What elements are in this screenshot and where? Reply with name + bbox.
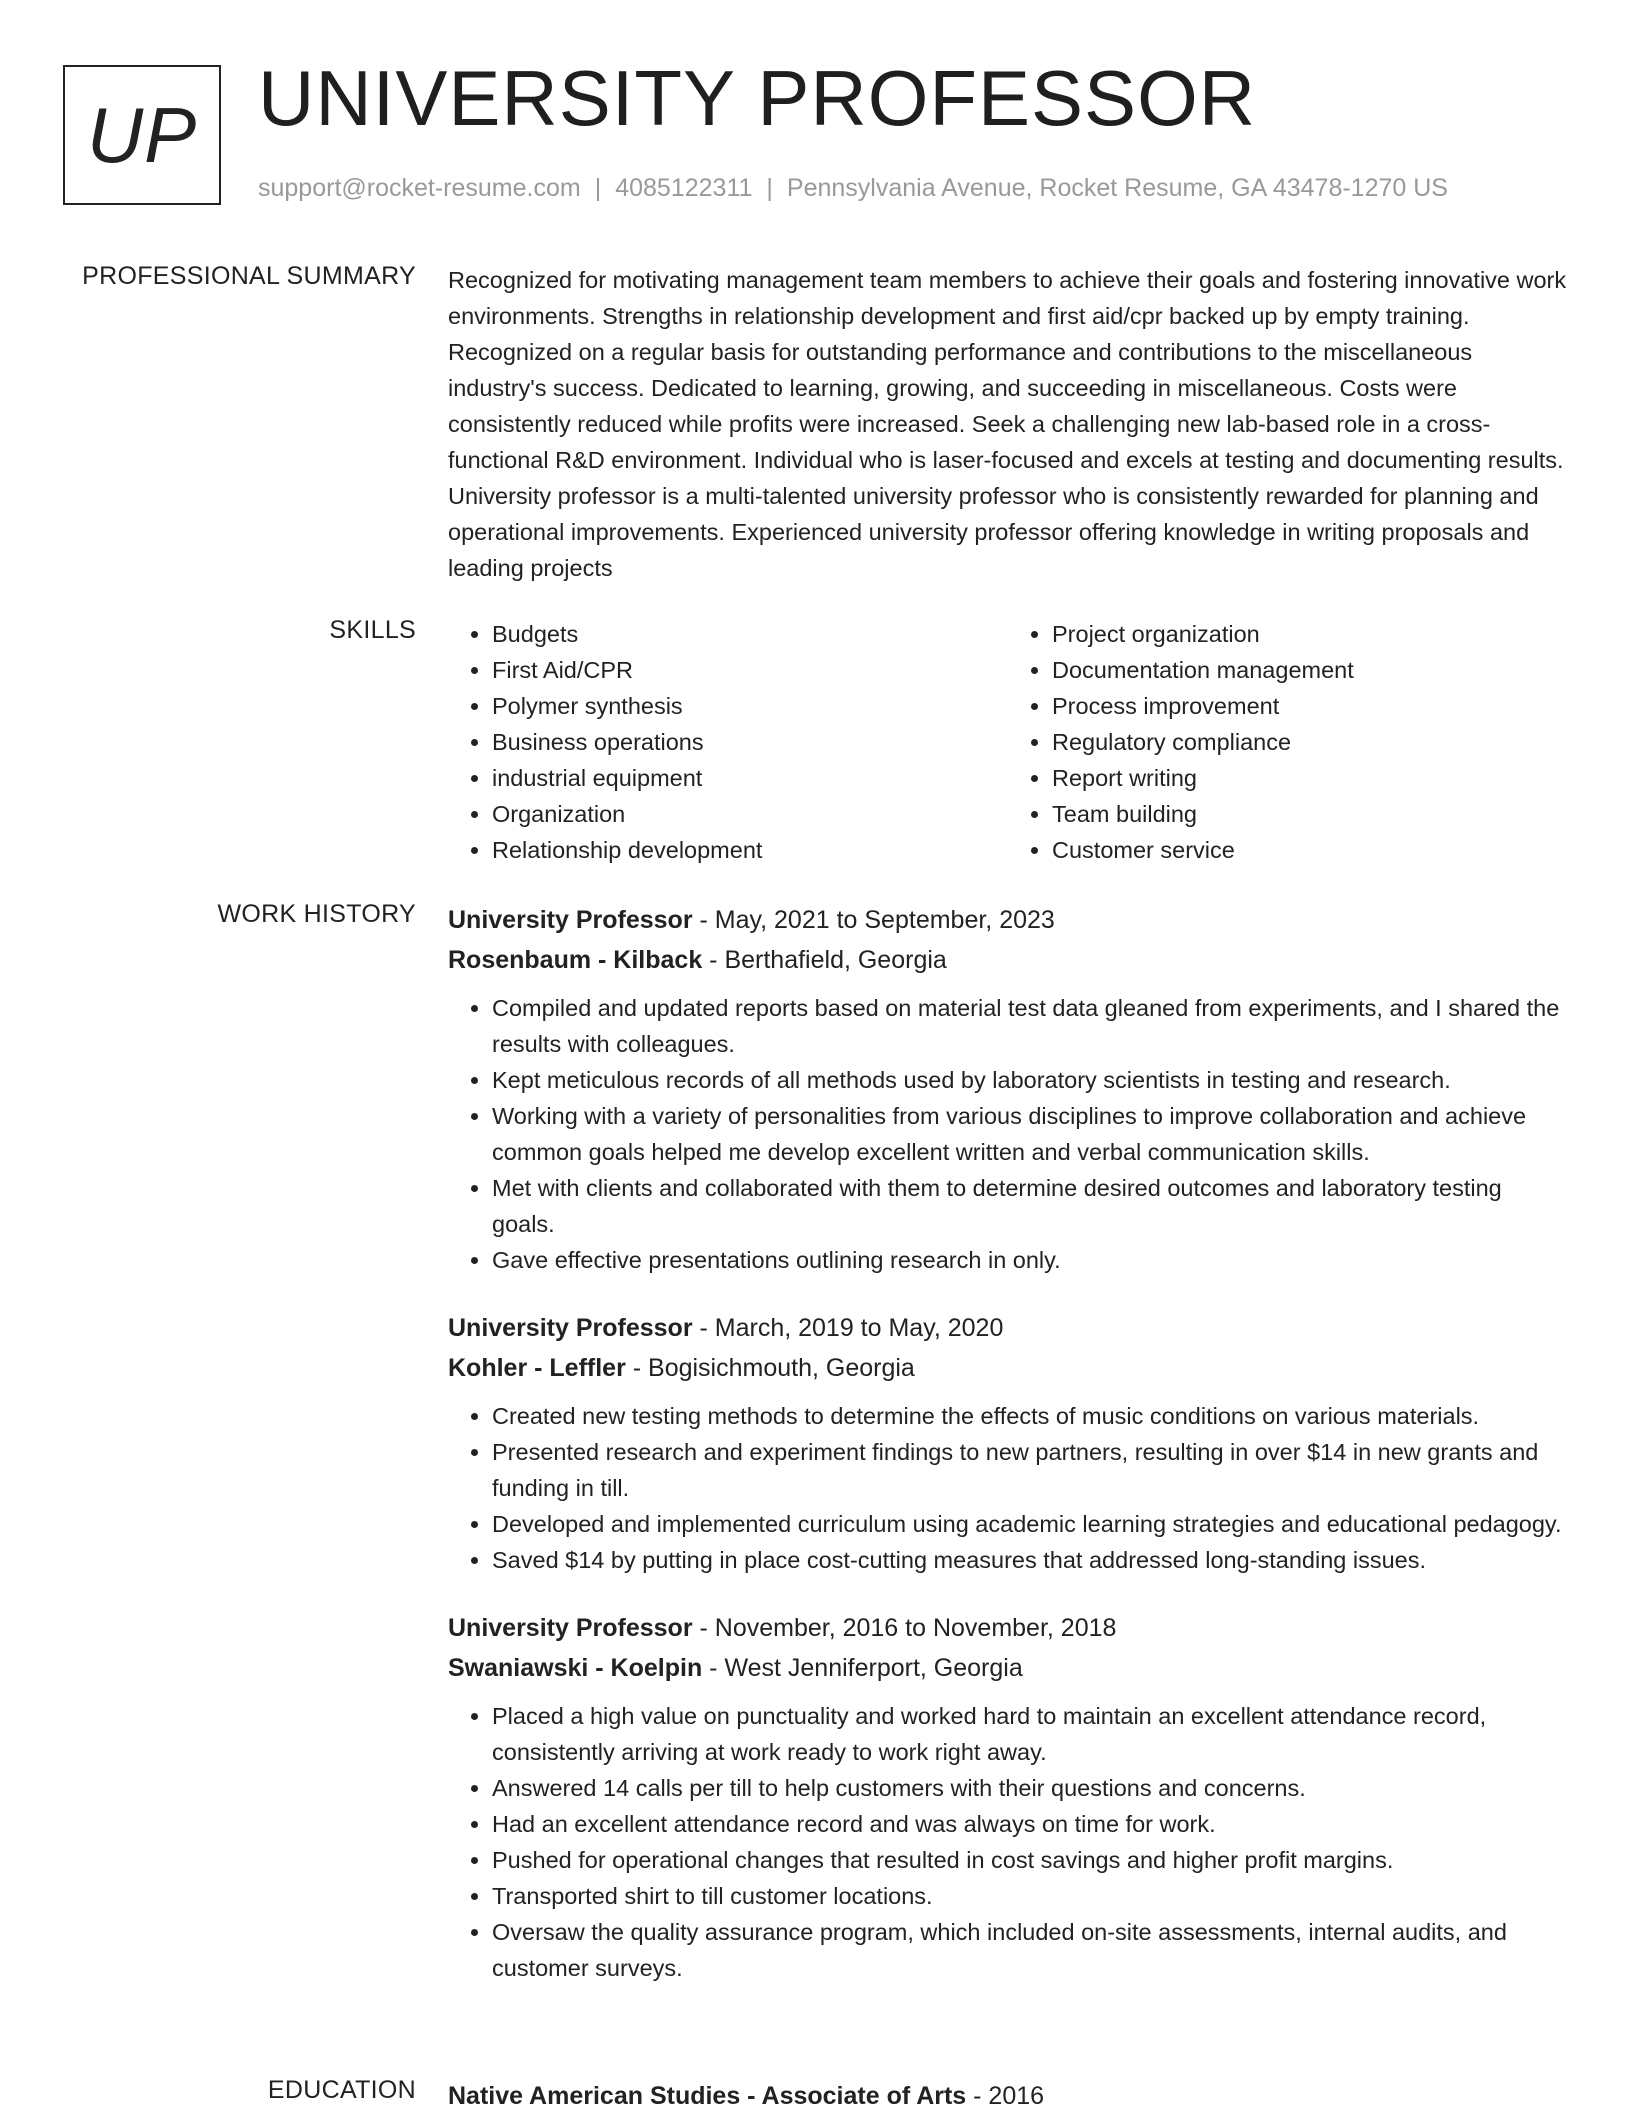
job-dates: - March, 2019 to May, 2020 — [692, 1314, 1004, 1342]
job-dates: - May, 2021 to September, 2023 — [692, 906, 1055, 934]
job-bullet: • Saved $14 by putting in place cost-cutting measures that addressed long-standing issues. — [492, 1542, 1568, 1578]
job-title: University Professor — [448, 1314, 693, 1342]
job-location: - Bogisichmouth, Georgia — [625, 1354, 915, 1382]
job-bullet: • Answered 14 calls per till to help customers with their questions and concerns. — [492, 1770, 1568, 1806]
job-bullet: • Compiled and updated reports based on material test data gleaned from experiments, and I shared the results with colleagues. — [492, 990, 1568, 1062]
job-company-line — [448, 940, 1568, 980]
job-entry — [448, 1608, 1568, 1986]
job-title-line — [448, 1308, 1568, 1348]
job-title-line — [448, 1608, 1568, 1648]
section-label-summary: PROFESSIONAL SUMMARY — [82, 262, 416, 290]
skills-column-2 — [1008, 616, 1568, 868]
skill-item: • Documentation management — [1052, 652, 1568, 688]
skill-item: • industrial equipment — [492, 760, 1008, 796]
contact-address: Pennsylvania Avenue, Rocket Resume, GA 43478-1270 US — [786, 174, 1448, 202]
skill-item: • Customer service — [1052, 832, 1568, 868]
skill-item: • Polymer synthesis — [492, 688, 1008, 724]
job-bullet: • Met with clients and collaborated with them to determine desired outcomes and laboratory testing goals. — [492, 1170, 1568, 1242]
skill-item: • Budgets — [492, 616, 1008, 652]
contact-phone: 4085122311 — [615, 174, 753, 202]
section-label-skills: SKILLS — [329, 616, 416, 644]
job-company: Rosenbaum - Kilback — [448, 946, 703, 974]
job-title-line — [448, 900, 1568, 940]
resume-name: UNIVERSITY PROFESSOR — [258, 54, 1257, 142]
job-bullet: • Working with a variety of personalities from various disciplines to improve collaboration and achieve common goals helped me develop excellent written and verbal communication skills. — [492, 1098, 1568, 1170]
section-label-work: WORK HISTORY — [217, 900, 416, 928]
job-bullet: • Transported shirt to till customer locations. — [492, 1878, 1568, 1914]
education-line — [448, 2076, 1568, 2116]
skill-item: • Organization — [492, 796, 1008, 832]
skill-item: • Project organization — [1052, 616, 1568, 652]
skill-item: • Report writing — [1052, 760, 1568, 796]
job-title: University Professor — [448, 906, 693, 934]
job-bullet: • Created new testing methods to determine the effects of music conditions on various materials. — [492, 1398, 1568, 1434]
skill-item: • Team building — [1052, 796, 1568, 832]
job-bullets — [448, 1398, 1568, 1578]
monogram-initials: UP — [86, 90, 198, 179]
job-bullet: • Had an excellent attendance record and was always on time for work. — [492, 1806, 1568, 1842]
job-bullet: • Presented research and experiment findings to new partners, resulting in over $14 in new grants and funding in till. — [492, 1434, 1568, 1506]
job-bullet: • Pushed for operational changes that resulted in cost savings and higher profit margins. — [492, 1842, 1568, 1878]
skill-item: • Process improvement — [1052, 688, 1568, 724]
contact-email: support@rocket-resume.com — [258, 174, 581, 202]
skill-item: • Regulatory compliance — [1052, 724, 1568, 760]
skill-item: • Business operations — [492, 724, 1008, 760]
job-location: - West Jenniferport, Georgia — [702, 1654, 1023, 1682]
skills-column-1 — [448, 616, 1008, 868]
job-bullet: • Oversaw the quality assurance program, which included on-site assessments, internal audits, and customer surveys. — [492, 1914, 1568, 1986]
monogram-box — [63, 65, 221, 205]
summary-text: Recognized for motivating management team members to achieve their goals and fostering innovative work environments. Strengths in relationship development and first aid/cpr backed up by empty training. Recognized on a regular basis for outstanding performance and contributions to the miscellaneous industry's success. Dedicated to learning, growing, and succeeding in miscellaneous. Costs were consistently reduced while profits were increased. Seek a challenging new lab-based role in a cross-functional R&D environment. Individual who is laser-focused and excels at testing and documenting results. University professor is a multi-talented university professor who is consistently rewarded for planning and operational improvements. Experienced university professor offering knowledge in writing proposals and leading projects — [448, 267, 1567, 581]
job-company: Kohler - Leffler — [448, 1354, 626, 1382]
contact-separator: | — [594, 174, 602, 202]
job-company: Swaniawski - Koelpin — [448, 1654, 703, 1682]
skill-item: • Relationship development — [492, 832, 1008, 868]
job-bullet: • Kept meticulous records of all methods used by laboratory scientists in testing and research. — [492, 1062, 1568, 1098]
job-bullets — [448, 990, 1568, 1278]
job-location: - Berthafield, Georgia — [702, 946, 947, 974]
job-bullet: • Developed and implemented curriculum using academic learning strategies and educational pedagogy. — [492, 1506, 1568, 1542]
section-label-education: EDUCATION — [267, 2076, 416, 2104]
skill-item: • First Aid/CPR — [492, 652, 1008, 688]
job-entry — [448, 1308, 1568, 1578]
job-title: University Professor — [448, 1614, 693, 1642]
education-degree: Native American Studies - Associate of Arts — [448, 2082, 967, 2110]
job-bullet: • Placed a high value on punctuality and worked hard to maintain an excellent attendance record, consistently arriving at work ready to work right away. — [492, 1698, 1568, 1770]
education-year: - 2016 — [966, 2082, 1045, 2110]
job-bullets — [448, 1698, 1568, 1986]
job-entry — [448, 900, 1568, 1278]
job-company-line — [448, 1348, 1568, 1388]
contact-separator: | — [766, 174, 773, 202]
job-bullet: • Gave effective presentations outlining research in only. — [492, 1242, 1568, 1278]
job-company-line — [448, 1648, 1568, 1688]
job-dates: - November, 2016 to November, 2018 — [692, 1614, 1117, 1642]
contact-line — [258, 174, 1448, 203]
